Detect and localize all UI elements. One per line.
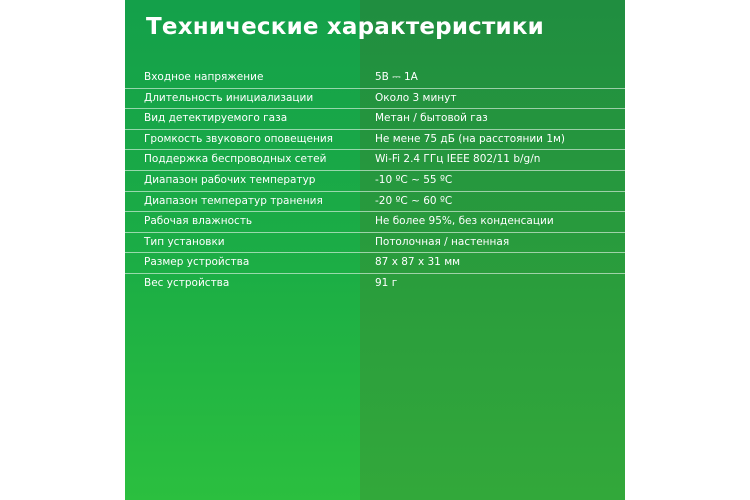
- spec-value: 87 х 87 х 31 мм: [375, 256, 461, 269]
- spec-row-storage-temp: [125, 192, 625, 213]
- spec-value: Wi-Fi 2.4 ГГц IEEE 802/11 b/g/n: [375, 153, 541, 166]
- spec-label: Вес устройства: [144, 276, 230, 289]
- spec-label: Поддержка беспроводных сетей: [144, 153, 327, 166]
- spec-label: Тип установки: [144, 235, 225, 248]
- spec-row-init-duration: [125, 89, 625, 110]
- spec-label: Размер устройства: [144, 256, 250, 269]
- spec-label: Входное напряжение: [144, 71, 264, 83]
- spec-value: Потолочная / настенная: [375, 235, 510, 248]
- spec-label: Диапазон температур транения: [144, 194, 323, 207]
- spec-value: 5В ⎓ 1А: [375, 71, 418, 83]
- spec-row-humidity: [125, 212, 625, 233]
- spec-row-wireless: [125, 150, 625, 171]
- spec-value: -20 ºC ~ 60 ºC: [375, 194, 453, 207]
- spec-value: Около 3 минут: [375, 91, 457, 104]
- spec-value: -10 ºC ~ 55 ºC: [375, 173, 453, 186]
- spec-row-gas-type: [125, 109, 625, 130]
- spec-sheet: [125, 0, 625, 500]
- spec-row-operating-temp: [125, 171, 625, 192]
- spec-label: Диапазон рабочих температур: [144, 173, 316, 186]
- spec-label: Длительность инициализации: [144, 91, 314, 104]
- spec-value: Не более 95%, без конденсации: [375, 215, 554, 228]
- spec-row-alarm-volume: [125, 130, 625, 151]
- spec-row-weight: [125, 274, 625, 295]
- spec-label: Громкость звукового оповещения: [144, 132, 333, 145]
- spec-row-input-voltage: [125, 68, 625, 89]
- spec-label: Вид детектируемого газа: [144, 112, 288, 125]
- spec-value: Метан / бытовой газ: [375, 112, 488, 125]
- spec-row-size: [125, 253, 625, 274]
- page-title: Технические характеристики: [146, 14, 544, 40]
- spec-table: [125, 68, 625, 295]
- spec-value: 91 г: [375, 276, 398, 289]
- spec-row-installation: [125, 233, 625, 254]
- spec-value: Не мене 75 дБ (на расстоянии 1м): [375, 132, 566, 145]
- spec-label: Рабочая влажность: [144, 215, 253, 228]
